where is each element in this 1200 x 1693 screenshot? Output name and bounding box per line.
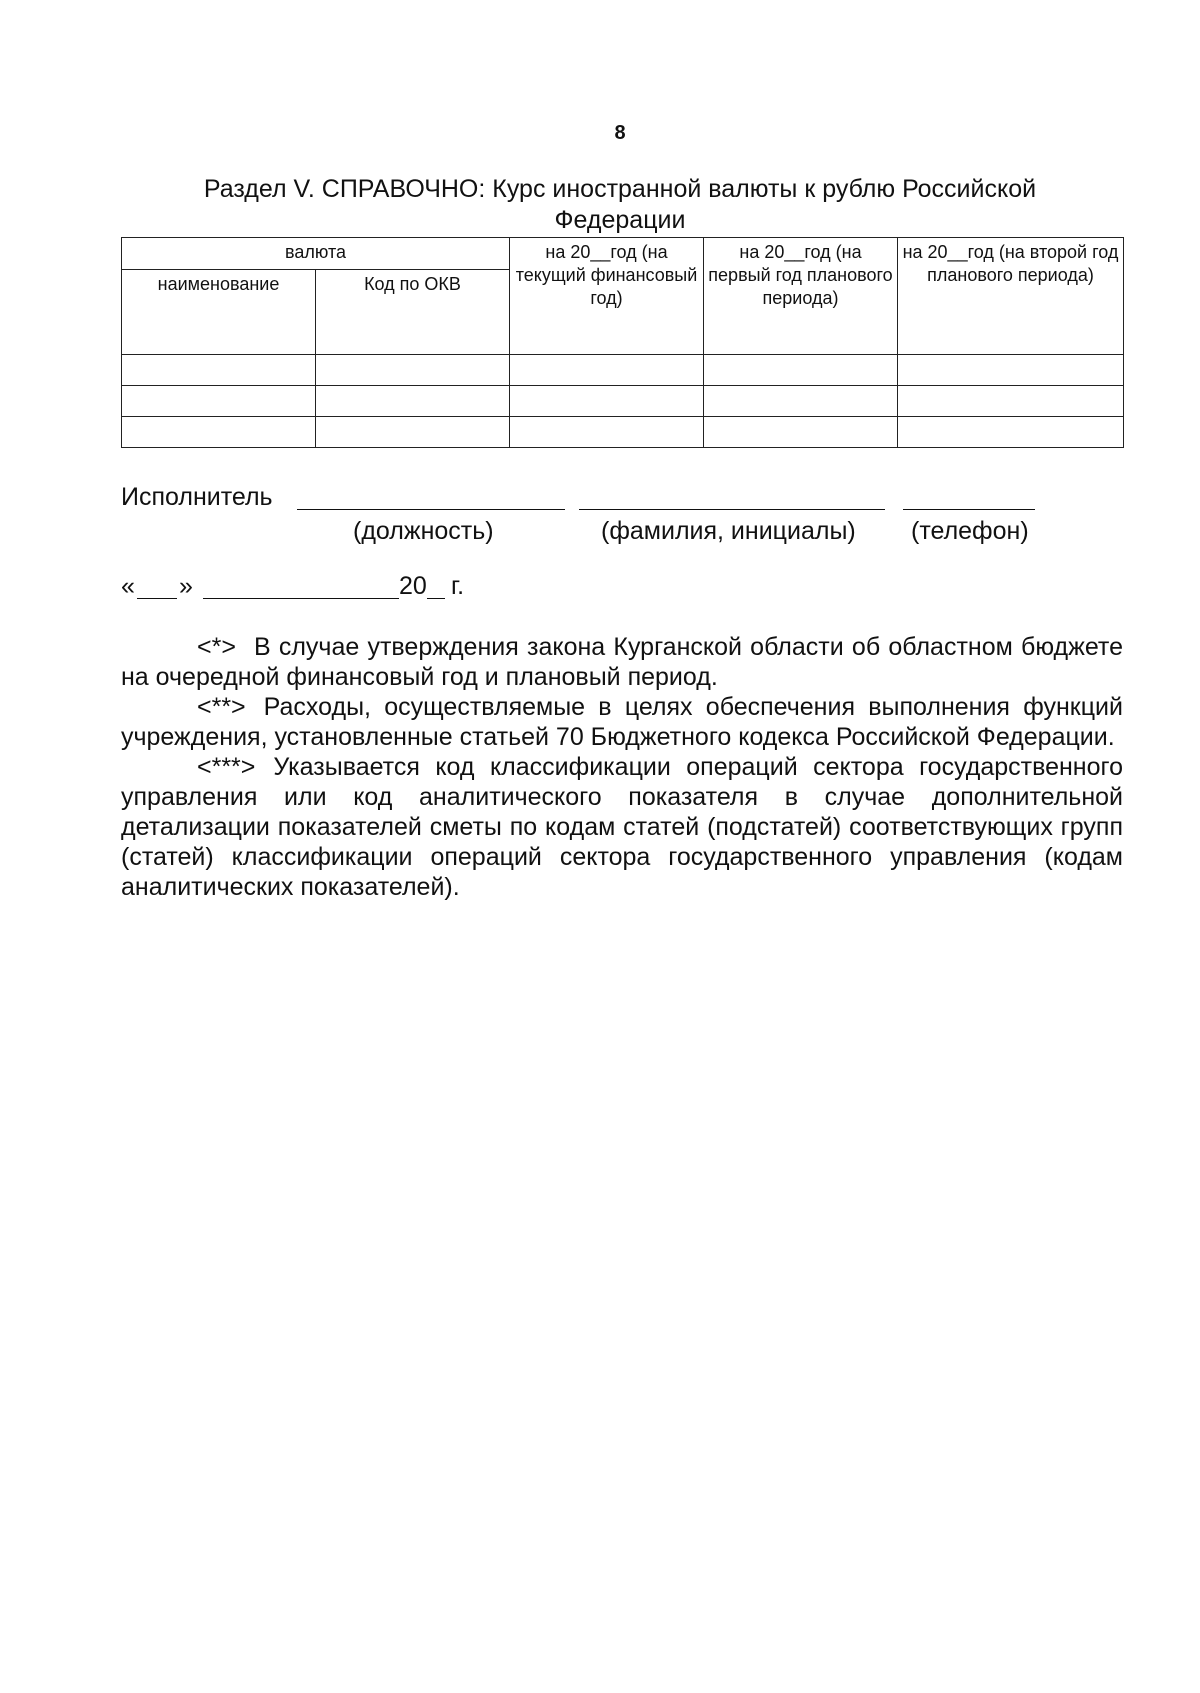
name-caption: (фамилия, инициалы) (601, 517, 856, 545)
footnote-marker: <***> (197, 753, 256, 781)
table-row (122, 417, 1124, 448)
table-cell (898, 355, 1124, 386)
date-year-prefix: 20 (399, 572, 427, 600)
executor-label: Исполнитель (121, 483, 273, 511)
date-line (121, 572, 521, 606)
year-blank-line (427, 572, 445, 599)
header-currency-name: наименование (122, 270, 316, 355)
footnotes (121, 632, 1123, 902)
table-cell (122, 417, 316, 448)
page-number: 8 (614, 122, 626, 144)
executor-signature-block (121, 483, 1121, 563)
table-row (122, 386, 1124, 417)
table-cell (510, 386, 704, 417)
table-cell (510, 417, 704, 448)
date-year-suffix: г. (451, 572, 465, 600)
footnote-marker: <*> (197, 633, 236, 661)
header-currency: валюта (122, 238, 510, 270)
month-blank-line (203, 572, 399, 599)
footnote-text: Указывается код классификации операций сектора государственного управления или код аналитического показателя в случае дополнительной детализации показателей сметы по кодам статей (подстатей) соответствующих групп (статей) классификации операций сектора государственного управления (кодам аналитических показателей). (121, 753, 1123, 901)
footnote-text: Расходы, осуществляемые в целях обеспечения выполнения функций учреждения, установленные статьей 70 Бюджетного кодекса Российской Федерации. (121, 693, 1123, 751)
position-caption: (должность) (353, 517, 494, 545)
table-cell (316, 355, 510, 386)
footnote (121, 692, 1123, 752)
footnote-marker: <**> (197, 693, 246, 721)
date-close-quote: » (179, 572, 193, 600)
table-cell (122, 386, 316, 417)
name-blank-line (579, 483, 885, 510)
table-row (122, 355, 1124, 386)
phone-caption: (телефон) (911, 517, 1029, 545)
table-cell (122, 355, 316, 386)
header-first-planning-year: на 20__год (на первый год планового периода) (704, 238, 898, 355)
table-cell (704, 386, 898, 417)
position-blank-line (297, 483, 565, 510)
header-current-year: на 20__год (на текущий финансовый год) (510, 238, 704, 355)
table-cell (898, 417, 1124, 448)
footnote-text: В случае утверждения закона Курганской области об областном бюджете на очередной финансовый год и плановый период. (121, 633, 1123, 691)
phone-blank-line (903, 483, 1035, 510)
footnote (121, 752, 1123, 902)
table-cell (898, 386, 1124, 417)
currency-rate-table (121, 237, 1124, 448)
table-cell (704, 417, 898, 448)
header-okv-code: Код по ОКВ (316, 270, 510, 355)
date-open-quote: « (121, 572, 135, 600)
section-title: Раздел V. СПРАВОЧНО: Курс иностранной валюты к рублю Российской Федерации (203, 175, 1037, 234)
table-cell (704, 355, 898, 386)
table-cell (316, 386, 510, 417)
footnote (121, 632, 1123, 692)
header-second-planning-year: на 20__год (на второй год планового периода) (898, 238, 1124, 355)
day-blank-line (137, 572, 177, 599)
table-cell (510, 355, 704, 386)
table-cell (316, 417, 510, 448)
